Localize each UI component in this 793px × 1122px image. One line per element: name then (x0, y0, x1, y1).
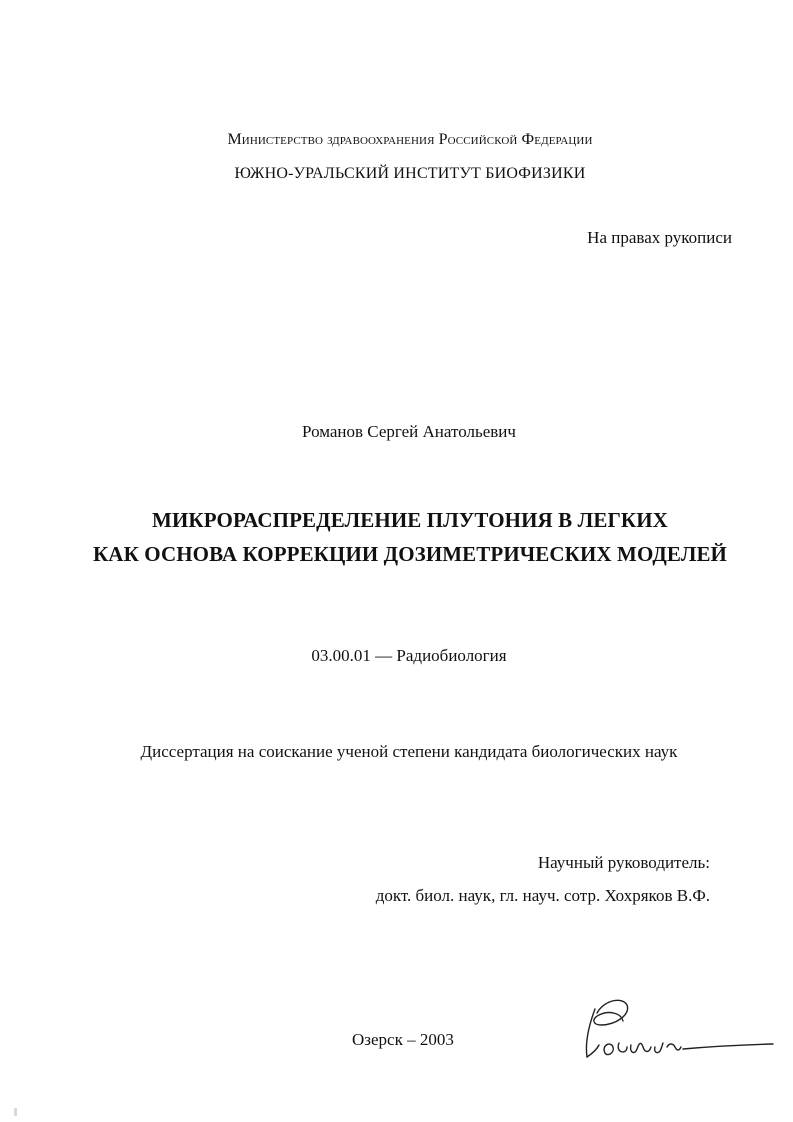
city-year: Озерск – 2003 (352, 1030, 454, 1049)
manuscript-note: На правах рукописи (587, 228, 732, 247)
ministry-name: Министерство здравоохранения Российской Федерации (227, 131, 593, 148)
dissertation-statement: Диссертация на соискание ученой степени кандидата биологических наук (140, 742, 678, 761)
advisor-name: докт. биол. наук, гл. науч. сотр. Хохряков В.Ф. (375, 886, 710, 905)
advisor-label: Научный руководитель: (537, 853, 710, 872)
title-line-2: КАК ОСНОВА КОРРЕКЦИИ ДОЗИМЕТРИЧЕСКИХ МОДЕЛЕЙ (92, 542, 727, 566)
handwritten-signature (575, 995, 775, 1070)
title-line-1: МИКРОРАСПРЕДЕЛЕНИЕ ПЛУТОНИЯ В ЛЕГКИХ (152, 508, 668, 532)
institute-name: ЮЖНО-УРАЛЬСКИЙ ИНСТИТУТ БИОФИЗИКИ (234, 165, 586, 182)
author-name: Романов Сергей Анатольевич (302, 422, 516, 441)
specialty-code: 03.00.01 — Радиобиология (311, 646, 507, 665)
scan-edge-mark (14, 1108, 17, 1116)
